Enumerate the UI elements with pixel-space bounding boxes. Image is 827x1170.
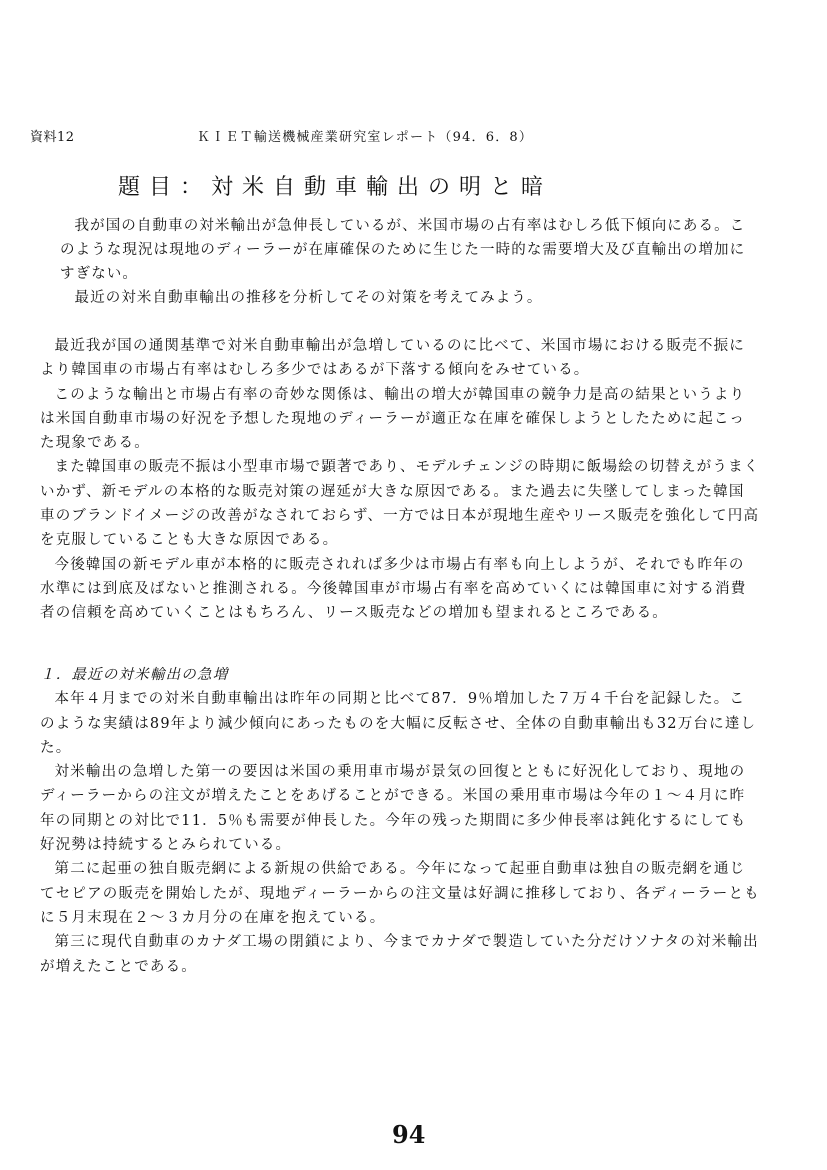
abstract-paragraph: 最近の対米自動車輸出の推移を分析してその対策を考えてみよう。 — [74, 290, 543, 306]
document-title: 題目：対米自動車輸出の明と暗 — [118, 175, 553, 200]
section-paragraph: 本年４月までの対米自動車輸出は昨年の同期と比べて87．9％増加した７万４千台を記録した。このような実績は89年より減少傾向にあったものを大幅に反転させ、全体の自動車輸出も32万台に達した。 — [40, 691, 757, 756]
intro-body — [40, 334, 760, 626]
body-paragraph: このような輸出と市場占有率の奇妙な関係は、輸出の増大が韓国車の競争力是高の結果というよりは米国自動車市場の好況を予想した現地のディーラーが適正な在庫を確保しようとしたために起こった現象である。 — [40, 386, 746, 452]
page-number: 94 — [392, 1120, 426, 1149]
section-paragraph: 第二に起亜の独自販売網による新規の供給である。今年になって起亜自動車は独自の販売網を通じてセピアの販売を開始したが、現地ディーラーからの注文量は好調に推移しており、各ディーラーともに５月末現在２～３カ月分の在庫を抱えている。 — [40, 861, 760, 926]
body-paragraph: 今後韓国の新モデル車が本格的に販売されれば多少は市場占有率も向上しようが、それでも昨年の水準には到底及ばないと推測される。今後韓国車が市場占有率を高めていくには韓国車に対する消費者の信頼を高めていくことはもちろん、リース販売などの増加も望まれるところである。 — [40, 556, 747, 622]
report-source: ＫＩＥＴ輸送機械産業研究室レポート（94．6．8） — [197, 130, 534, 145]
abstract-paragraph: 我が国の自動車の対米輸出が急伸長しているが、米国市場の占有率はむしろ低下傾向にある。このような現況は現地のディーラーが在庫確保のために生じた一時的な需要増大及び直輸出の増加にすぎない。 — [60, 218, 746, 282]
section-heading: １．最近の対米輸出の急増 — [40, 667, 229, 683]
section-paragraph: 対米輸出の急増した第一の要因は米国の乗用車市場が景気の回復とともに好況化しており、現地のディーラーからの注文が増えたことをあげることができる。米国の乗用車市場は今年の１～４月に昨年の同期との対比で11．5％も需要が伸長した。今年の残った期間に多少伸長率は鈍化するにしても好況勢は持続するとみられている。 — [40, 764, 747, 854]
body-paragraph: 最近我が国の通関基準で対米自動車輸出が急増しているのに比べて、米国市場における販売不振により韓国車の市場占有率はむしろ多少ではあるが下落する傾向をみせている。 — [40, 338, 746, 379]
body-paragraph: また韓国車の販売不振は小型車市場で顕著であり、モデルチェンジの時期に飯場絵の切替えがうまくいかず、新モデルの本格的な販売対策の遅延が大きな原因である。また過去に失墜してしまった韓国車のブランドイメージの改善がなされておらず、一方では日本が現地生産やリース販売を強化して円高を克服していることも大きな原因である。 — [40, 459, 760, 549]
section-paragraph: 第三に現代自動車のカナダ工場の閉鎖により、今までカナダで製造していた分だけソナタの対米輸出が増えたことである。 — [40, 934, 759, 975]
section-1 — [40, 663, 760, 979]
abstract — [60, 214, 760, 310]
document-label: 資料12 — [30, 130, 75, 145]
